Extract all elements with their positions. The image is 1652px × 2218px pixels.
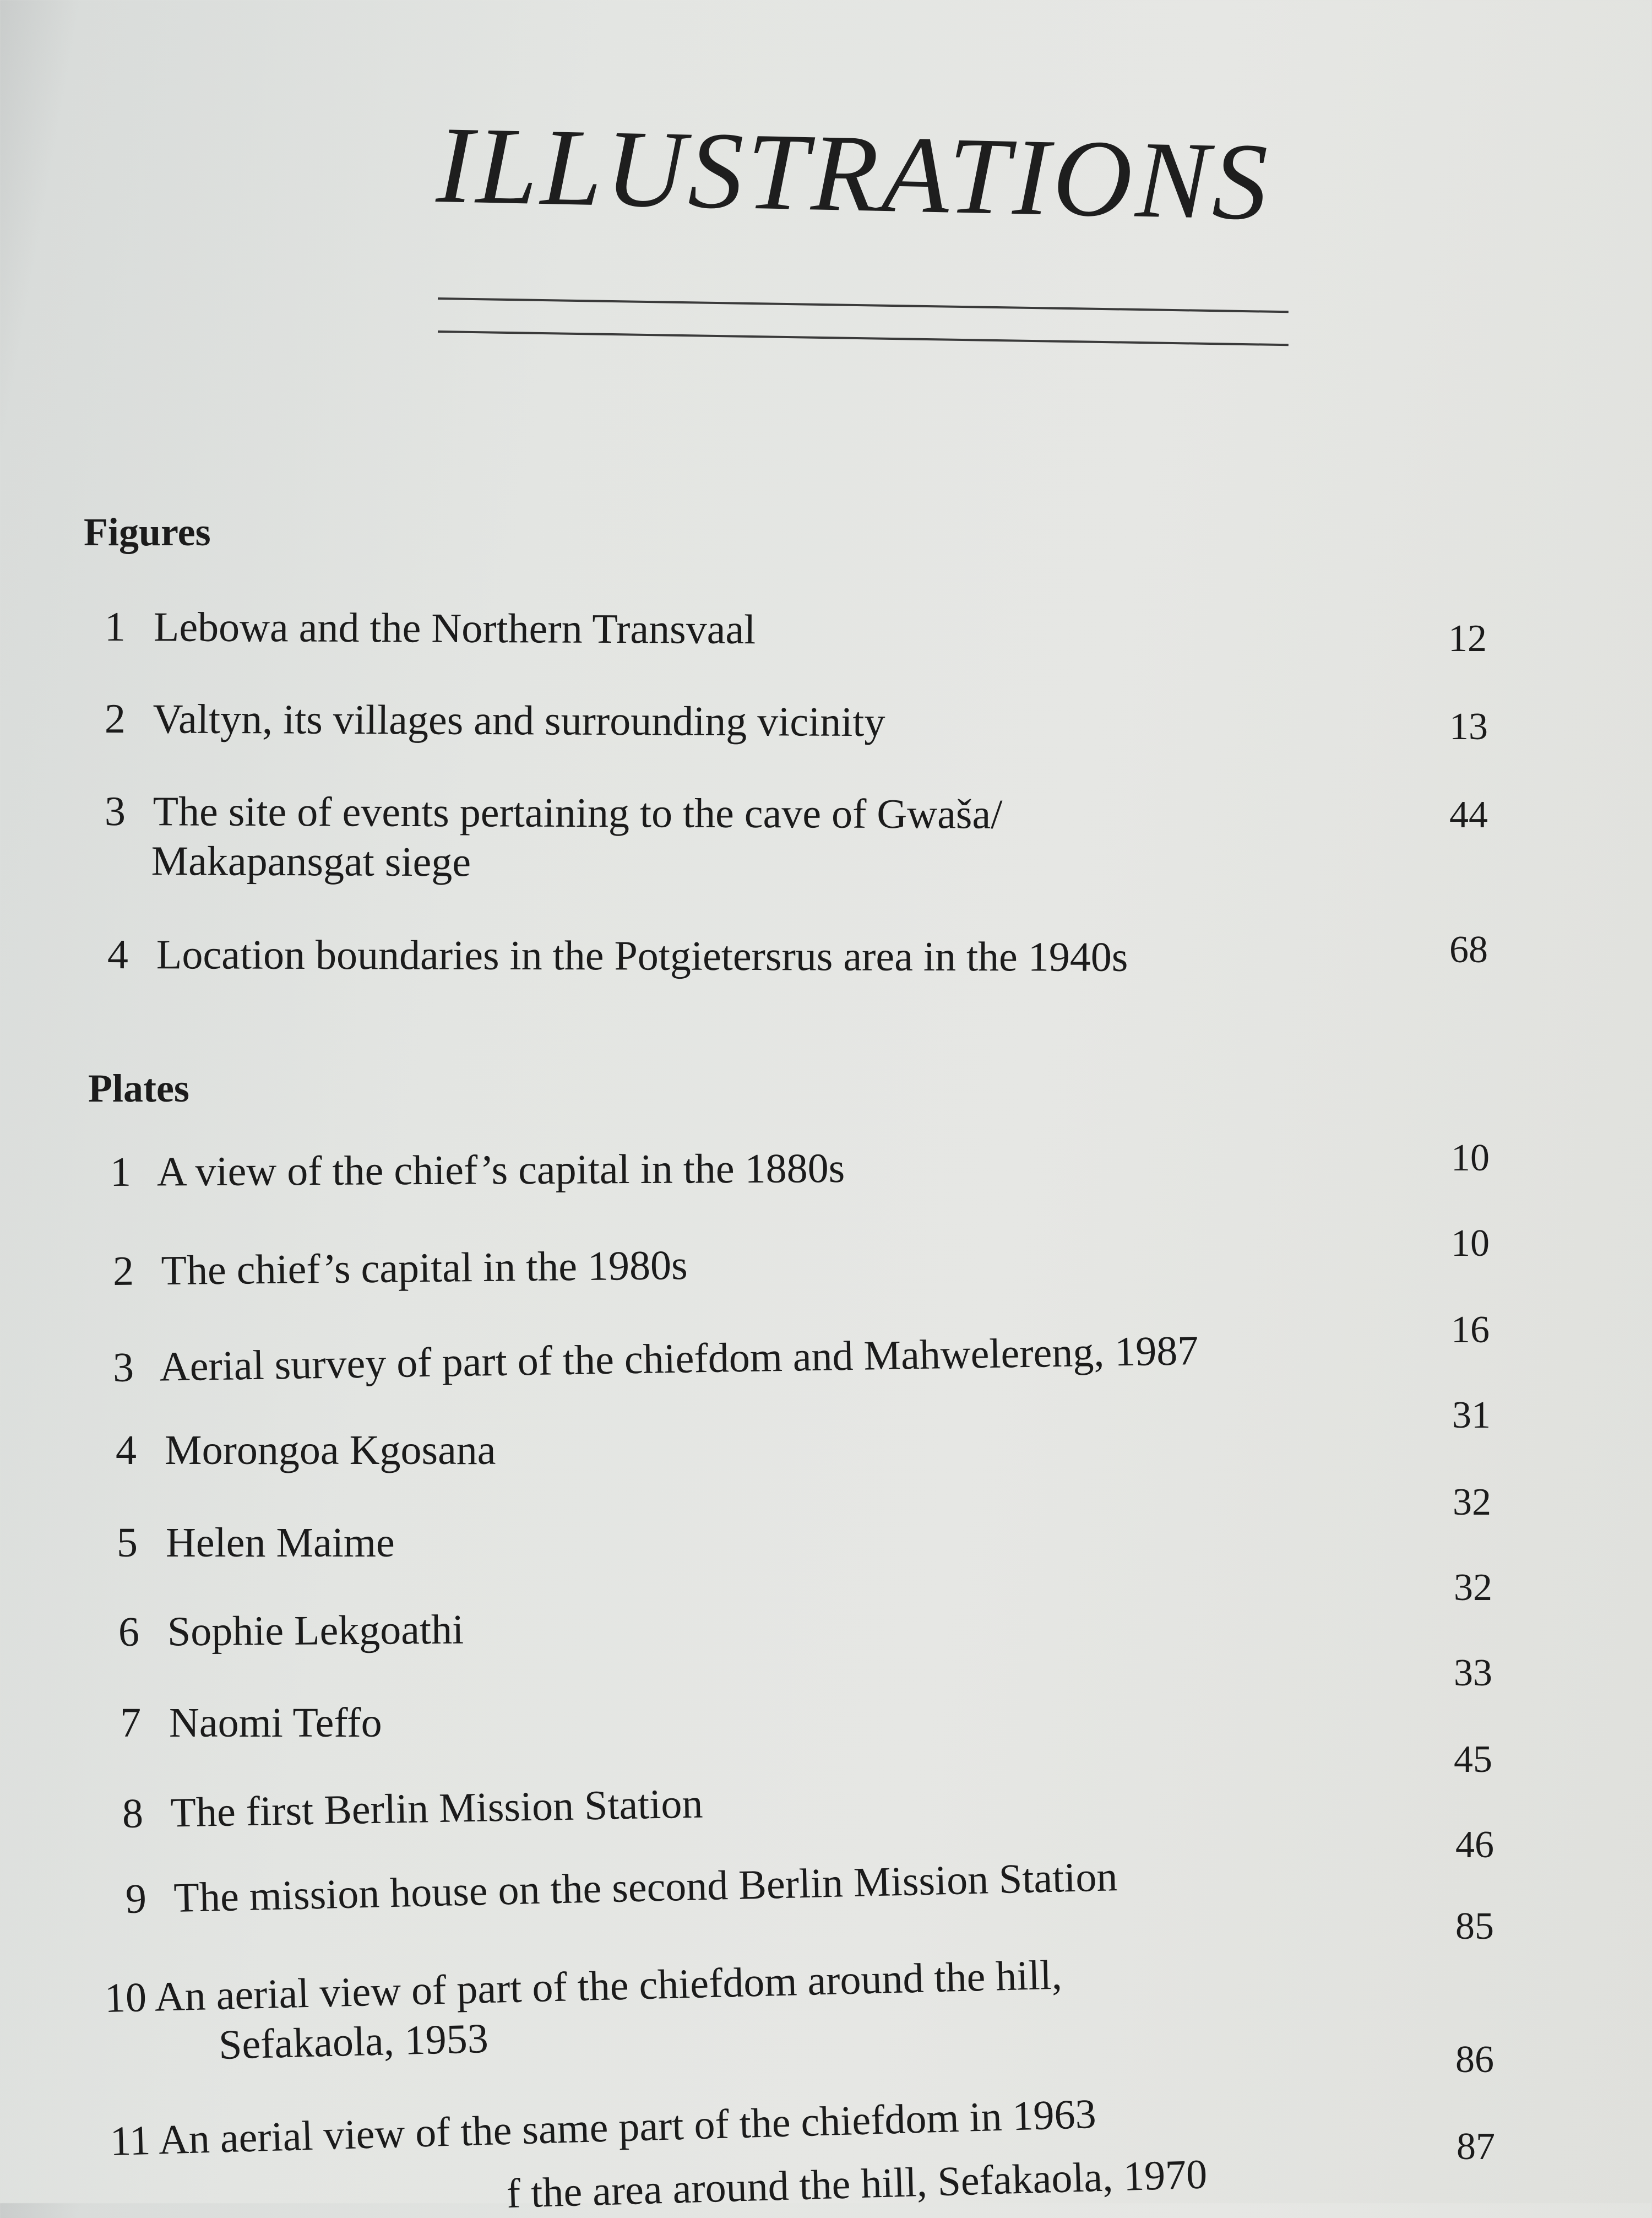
title-rule-top	[438, 297, 1289, 313]
item-number: 3	[104, 788, 126, 835]
list-item	[117, 1519, 395, 1567]
list-item	[104, 1951, 1063, 2068]
list-item	[118, 1606, 464, 1656]
item-number: 2	[112, 1248, 134, 1294]
page-number: 31	[1452, 1394, 1491, 1436]
page-number: 46	[1455, 1824, 1494, 1866]
page-title: ILLUSTRATIONS	[435, 104, 1272, 243]
item-number: 3	[112, 1344, 134, 1391]
item-title: Valtyn, its villages and surrounding vicinity	[153, 696, 885, 746]
item-title: The chief’s capital in the 1980s	[161, 1242, 688, 1294]
item-number: 9	[125, 1875, 147, 1922]
item-title: Lebowa and the Northern Transvaal	[153, 604, 756, 653]
item-number: 7	[120, 1700, 141, 1746]
page-number: 32	[1454, 1566, 1492, 1609]
item-title: An aerial view of the same part of the chiefdom in 1963	[157, 2091, 1097, 2163]
item-title: Naomi Teffo	[169, 1700, 382, 1746]
item-title: Aerial survey of part of the chiefdom and Mahwelereng, 1987	[159, 1327, 1199, 1390]
figures-heading: Figures	[84, 510, 211, 554]
item-title-continued: Sefakaola, 1953	[218, 2015, 489, 2068]
page-number: 32	[1453, 1481, 1491, 1523]
page-number: 45	[1454, 1738, 1492, 1781]
item-title: Location boundaries in the Potgietersrus area in the 1940s	[156, 931, 1128, 980]
list-item	[110, 2090, 1097, 2166]
page-number: 68	[1449, 929, 1488, 971]
page-number: 10	[1451, 1222, 1490, 1265]
list-item	[122, 1780, 703, 1838]
item-title: Morongoa Kgosana	[165, 1427, 496, 1473]
page-number: 13	[1449, 706, 1488, 748]
item-number: 5	[117, 1520, 138, 1566]
list-item	[113, 1241, 688, 1295]
item-title-continued: Makapansgat siege	[151, 838, 471, 886]
page-number: 10	[1451, 1137, 1490, 1179]
item-number: 4	[116, 1427, 137, 1473]
page-number: 33	[1454, 1652, 1492, 1694]
item-title: f the area around the hill, Sefakaola, 1970	[506, 2151, 1208, 2217]
item-number: 4	[107, 931, 129, 978]
list-item	[120, 1699, 382, 1747]
list-item	[105, 695, 885, 746]
list-item	[125, 1853, 1118, 1923]
plates-heading: Plates	[88, 1066, 189, 1110]
list-item-partial	[506, 2150, 1208, 2217]
item-number: 1	[104, 604, 126, 650]
item-title: A view of the chief’s capital in the 1880s	[156, 1145, 845, 1195]
page-number: 16	[1451, 1309, 1490, 1351]
title-rule-bottom	[438, 330, 1289, 346]
item-title: Sophie Lekgoathi	[167, 1606, 464, 1655]
item-number: 11	[109, 2117, 151, 2165]
item-number: 10	[104, 1974, 147, 2021]
item-title: An aerial view of part of the chiefdom around the hill,	[154, 1951, 1063, 2020]
page-number: 12	[1448, 617, 1487, 660]
list-item	[107, 931, 1128, 981]
page-number: 86	[1455, 2038, 1494, 2081]
list-item	[112, 1327, 1199, 1392]
item-number: 8	[122, 1790, 144, 1837]
item-number: 1	[110, 1148, 132, 1195]
item-number: 6	[118, 1608, 140, 1655]
page-number: 85	[1455, 1905, 1494, 1948]
item-title: Helen Maime	[166, 1520, 395, 1566]
list-item	[105, 603, 756, 654]
list-item	[116, 1427, 496, 1474]
item-title: The mission house on the second Berlin Mission Station	[173, 1853, 1118, 1922]
list-item	[104, 788, 1003, 886]
item-number: 2	[104, 696, 126, 742]
item-title: The site of events pertaining to the cave of Gwaša/	[153, 788, 1003, 838]
page-number: 87	[1457, 2125, 1495, 2168]
item-title: The first Berlin Mission Station	[170, 1780, 704, 1836]
list-item	[110, 1145, 845, 1196]
page-number: 44	[1449, 794, 1488, 836]
